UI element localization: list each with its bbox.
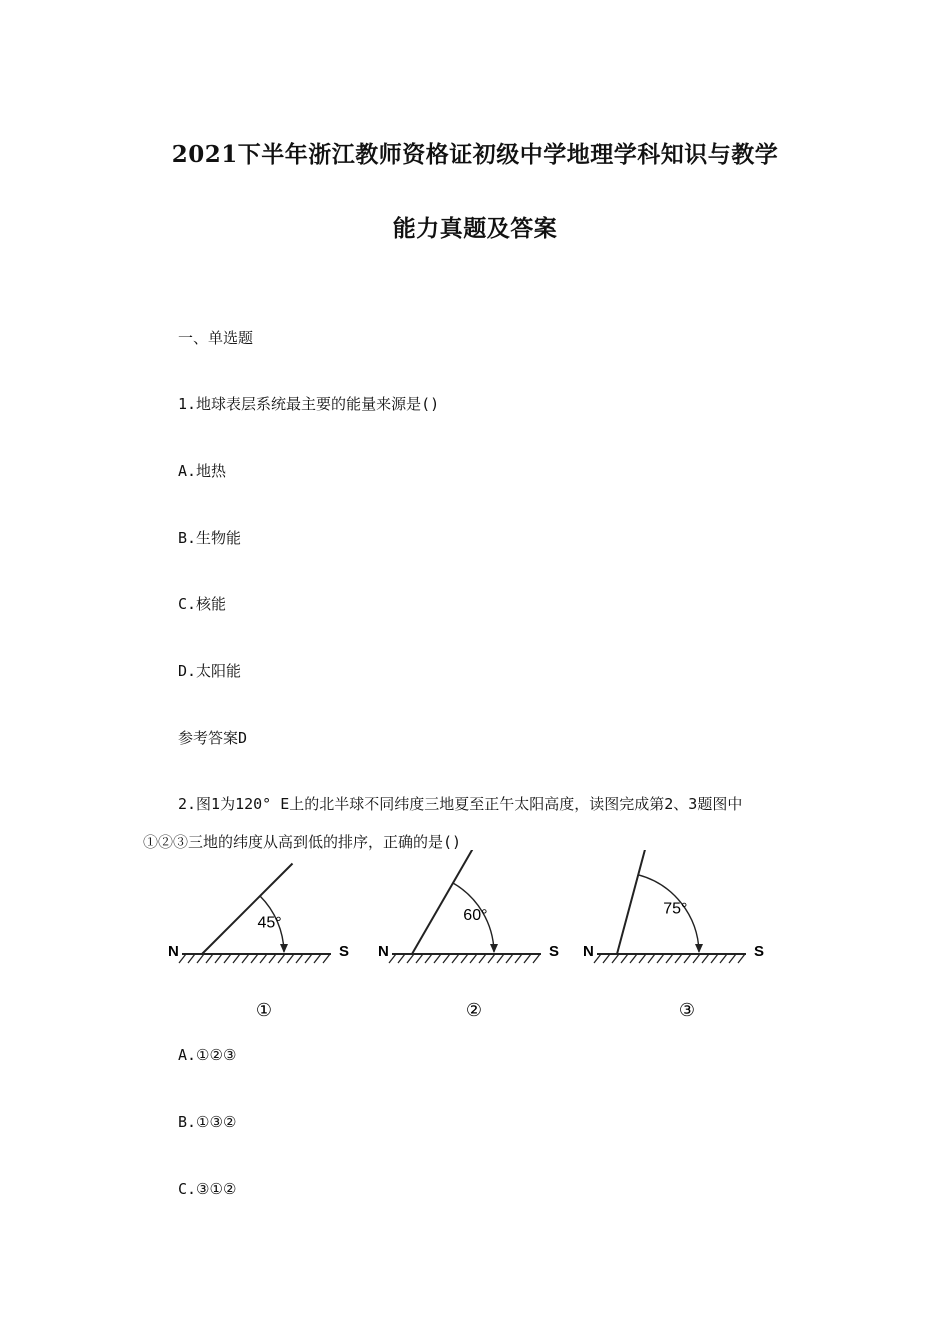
panel-2-hatch-mark: [488, 954, 495, 963]
question-2-stem-line-1: 2.图1为120° E上的北半球不同纬度三地夏至正午太阳高度，读图完成第2、3题图中: [178, 795, 743, 813]
panel-3-hatch-mark: [729, 954, 736, 963]
panel-2-arrowhead: [490, 944, 498, 953]
panel-1-angle-label: 45°: [257, 914, 282, 932]
panel-3-hatch-mark: [639, 954, 646, 963]
panel-3-hatch-mark: [675, 954, 682, 963]
question-1-option-b: B.生物能: [178, 529, 242, 547]
panel-1-hatch-mark: [278, 954, 285, 963]
panel-1-hatch-mark: [179, 954, 186, 963]
panel-1-hatch-mark: [242, 954, 249, 963]
panel-1-hatch-mark: [305, 954, 312, 963]
panel-2-hatch-mark: [506, 954, 513, 963]
question-2-option-a: A.①②③: [178, 1046, 237, 1064]
panel-1-hatch-mark: [314, 954, 321, 963]
panel-2-south-label: S: [549, 943, 560, 960]
panel-1-arrowhead: [280, 944, 288, 953]
question-2-option-b: B.①③②: [178, 1113, 237, 1131]
panel-1-hatch-mark: [287, 954, 294, 963]
panel-2-hatch-mark: [497, 954, 504, 963]
panel-2-hatch-mark: [533, 954, 540, 963]
panel-1-hatch-mark: [215, 954, 222, 963]
panel-2-hatch-mark: [398, 954, 405, 963]
panel-3-hatch-mark: [738, 954, 745, 963]
question-1-stem: 1.地球表层系统最主要的能量来源是(): [178, 395, 440, 413]
panel-2-hatch-mark: [515, 954, 522, 963]
panel-2-label: ②: [465, 1000, 483, 1020]
panel-2-hatch-mark: [461, 954, 468, 963]
panel-1-sun-ray: [202, 863, 293, 954]
panel-2-hatch-mark: [443, 954, 450, 963]
panel-2-hatch-mark: [452, 954, 459, 963]
panel-1-hatch-mark: [260, 954, 267, 963]
panel-2-hatch-mark: [479, 954, 486, 963]
panel-1-hatch-mark: [233, 954, 240, 963]
panel-2-hatch-mark: [470, 954, 477, 963]
question-1-option-c: C.核能: [178, 595, 227, 613]
panel-1-hatch-mark: [206, 954, 213, 963]
panel-3-hatch-mark: [603, 954, 610, 963]
panel-3-north-label: N: [583, 943, 594, 960]
panel-2-angle-label: 60°: [463, 907, 488, 925]
question-1-option-a: A.地热: [178, 462, 227, 480]
document-title-line-2: 能力真题及答案: [392, 215, 558, 242]
question-1-answer: 参考答案D: [178, 729, 248, 747]
panel-3-hatch-mark: [594, 954, 601, 963]
panel-3-hatch-mark: [666, 954, 673, 963]
panel-3-hatch-mark: [693, 954, 700, 963]
panel-1-hatch-mark: [269, 954, 276, 963]
section-heading: 一、单选题: [178, 329, 254, 347]
panel-3-hatch-mark: [702, 954, 709, 963]
panel-1-north-label: N: [168, 943, 179, 960]
panel-2-hatch-mark: [425, 954, 432, 963]
panel-1-hatch-mark: [188, 954, 195, 963]
sun-angle-diagram: [150, 850, 800, 1030]
panel-2-hatch-mark: [524, 954, 531, 963]
panel-3-hatch-mark: [612, 954, 619, 963]
panel-3-hatch-mark: [621, 954, 628, 963]
panel-3-sun-ray: [617, 850, 650, 954]
panel-1-hatch-mark: [251, 954, 258, 963]
panel-3-hatch-mark: [684, 954, 691, 963]
panel-3-hatch-mark: [630, 954, 637, 963]
panel-1-hatch-mark: [296, 954, 303, 963]
sun-angle-figure: [150, 850, 800, 1030]
panel-3-arrowhead: [695, 944, 703, 953]
panel-1-hatch-mark: [323, 954, 330, 963]
panel-2-north-label: N: [378, 943, 389, 960]
panel-2-hatch-mark: [389, 954, 396, 963]
panel-3-angle-label: 75°: [663, 900, 688, 918]
panel-3-hatch-mark: [711, 954, 718, 963]
panel-1-hatch-mark: [197, 954, 204, 963]
document-title-line-1: 2021下半年浙江教师资格证初级中学地理学科知识与教学: [171, 141, 779, 168]
panel-3-label: ③: [678, 1000, 696, 1020]
panel-1-south-label: S: [339, 943, 350, 960]
panel-3-south-label: S: [754, 943, 765, 960]
question-2-option-c: C.③①②: [178, 1180, 237, 1198]
panel-2-hatch-mark: [434, 954, 441, 963]
panel-2-hatch-mark: [407, 954, 414, 963]
panel-1-label: ①: [255, 1000, 273, 1020]
panel-3-hatch-mark: [657, 954, 664, 963]
question-1-option-d: D.太阳能: [178, 662, 242, 680]
question-2-stem-line-2: ①②③三地的纬度从高到低的排序，正确的是(): [143, 833, 462, 851]
panel-2-hatch-mark: [416, 954, 423, 963]
panel-2-sun-ray: [412, 850, 476, 954]
panel-1-hatch-mark: [224, 954, 231, 963]
panel-3-hatch-mark: [720, 954, 727, 963]
panel-3-hatch-mark: [648, 954, 655, 963]
